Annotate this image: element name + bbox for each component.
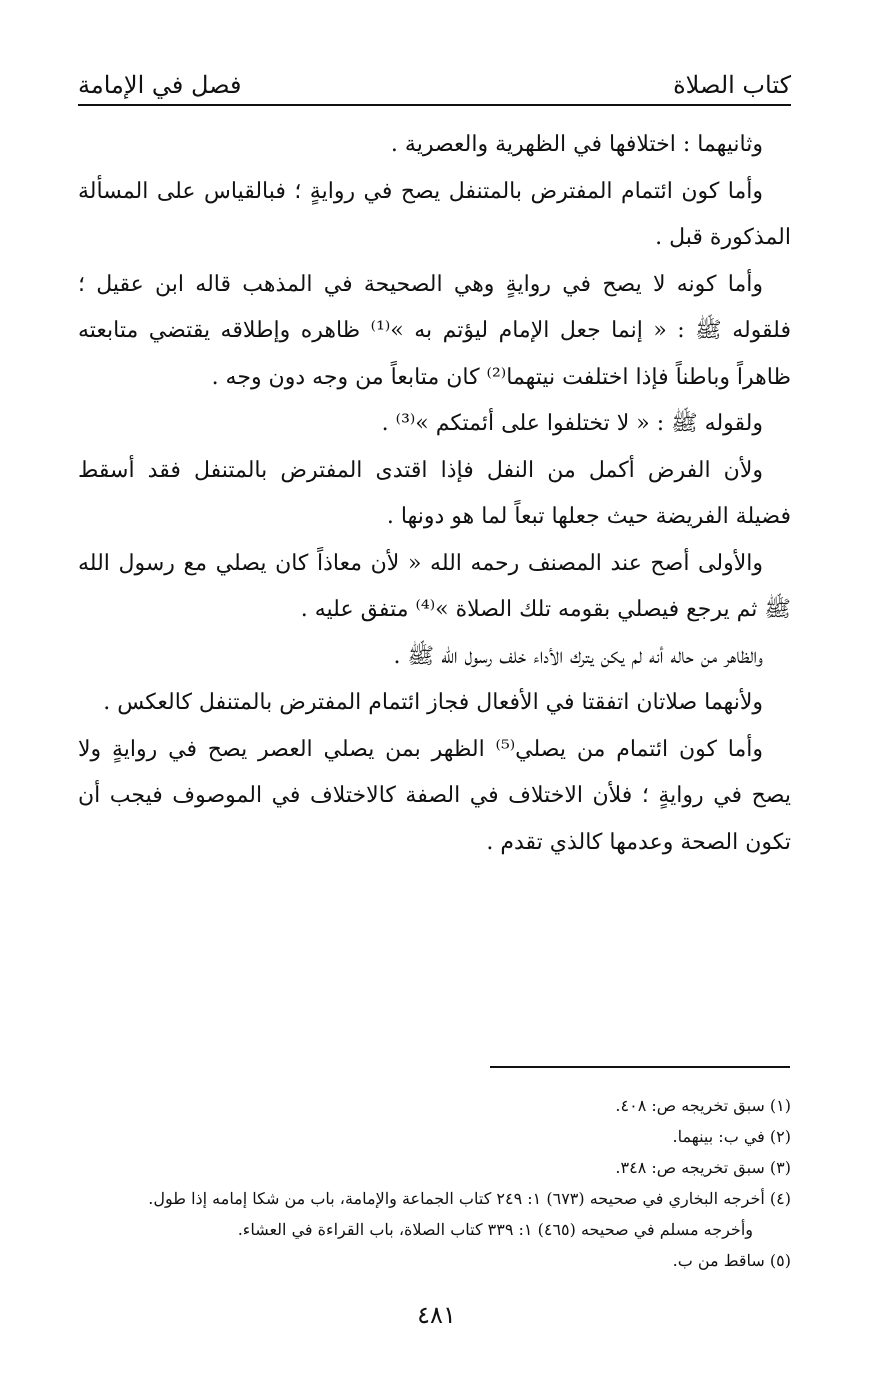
- book-title: كتاب الصلاة: [673, 71, 791, 99]
- main-text: [78, 122, 791, 866]
- paragraph: ولأنهما صلاتان اتفقتا في الأفعال فجاز ائتمام المفترض بالمتنفل كالعكس .: [103, 690, 763, 715]
- page-number: ٤٨١: [417, 1301, 456, 1329]
- footnote-separator: [490, 1066, 790, 1068]
- paragraph: وأما كون ائتمام من يصلي⁽⁵⁾ الظهر بمن يصلي العصر يصح في روايةٍ ولا يصح في روايةٍ ؛ فلأن الاختلاف في الصفة كالاختلاف في الموصوف فيجب أن تكون الصحة وعدمها كالذي تقدم .: [78, 736, 791, 855]
- paragraph: ولقوله ﷺ : « لا تختلفوا على أئمتكم »⁽³⁾ .: [381, 411, 763, 436]
- footnote-continuation: وأخرجه مسلم في صحيحه (٤٦٥) ١: ٣٣٩ كتاب الصلاة، باب القراءة في العشاء.: [237, 1220, 753, 1239]
- paragraph: والأولى أصح عند المصنف رحمه الله « لأن معاذاً كان يصلي مع رسول الله ﷺ ثم يرجع فيصلي بقومه تلك الصلاة »⁽⁴⁾ متفق عليه .: [78, 550, 791, 622]
- paragraph: والظاهر من حاله أنه لم يكن يترك الأداء خلف رسول الله ﷺ .: [393, 643, 763, 669]
- paragraph: وأما كونه لا يصح في روايةٍ وهي الصحيحة في المذهب قاله ابن عقيل ؛ فلقوله ﷺ : « إنما جعل الإمام ليؤتم به »⁽¹⁾ ظاهره وإطلاقه يقتضي متابعته ظاهراً وباطناً فإذا اختلفت نيتهما⁽²⁾ كان متابعاً من وجه دون وجه .: [78, 271, 791, 390]
- footnote: (١) سبق تخريجه ص: ٤٠٨.: [615, 1096, 791, 1115]
- footnote: (٤) أخرجه البخاري في صحيحه (٦٧٣) ١: ٢٤٩ كتاب الجماعة والإمامة، باب من شكا إمامه إذا طول.: [148, 1189, 791, 1208]
- running-header: [78, 52, 791, 106]
- chapter-title: فصل في الإمامة: [78, 71, 242, 99]
- paragraph: ولأن الفرض أكمل من النفل فإذا اقتدى المفترض بالمتنفل فقد أسقط فضيلة الفريضة حيث جعلها تبعاً لما هو دونها .: [78, 457, 791, 529]
- paragraph: وأما كون ائتمام المفترض بالمتنفل يصح في روايةٍ ؛ فبالقياس على المسألة المذكورة قبل .: [78, 178, 791, 250]
- footnote: (٥) ساقط من ب.: [672, 1251, 791, 1270]
- footnote: (٣) سبق تخريجه ص: ٣٤٨.: [615, 1158, 791, 1177]
- footnotes: [110, 1090, 791, 1276]
- paragraph: وثانيهما : اختلافها في الظهرية والعصرية .: [390, 132, 763, 157]
- footnote: (٢) في ب: بينهما.: [672, 1127, 791, 1146]
